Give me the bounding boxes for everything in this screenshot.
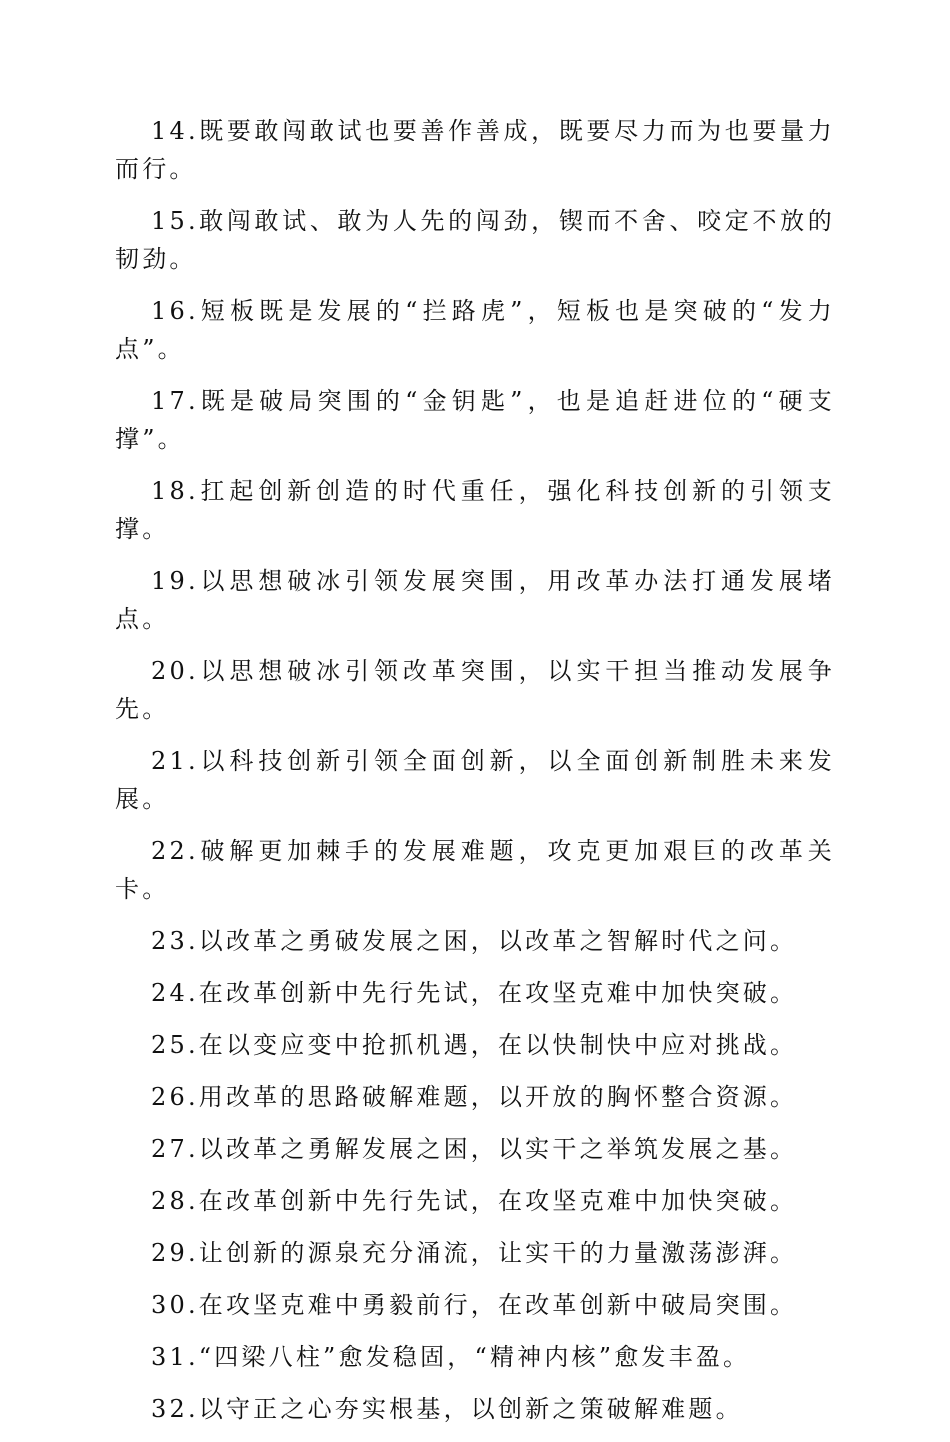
list-item-15: 15.敢闯敢试、敢为人先的闯劲，锲而不舍、咬定不放的韧劲。 xyxy=(115,207,835,273)
list-item-24: 24.在改革创新中先行先试，在攻坚克难中加快突破。 xyxy=(151,979,798,1007)
list-item-19: 19.以思想破冰引领发展突围，用改革办法打通发展堵点。 xyxy=(115,567,835,633)
list-item-18: 18.扛起创新创造的时代重任，强化科技创新的引领支撑。 xyxy=(115,477,835,543)
document-body xyxy=(115,112,835,1442)
list-item-31: 31.“四梁八柱”愈发稳固，“精神内核”愈发丰盈。 xyxy=(151,1343,751,1371)
list-item-30: 30.在攻坚克难中勇毅前行，在改革创新中破局突围。 xyxy=(151,1291,798,1319)
list-item-20: 20.以思想破冰引领改革突围，以实干担当推动发展争先。 xyxy=(115,657,835,723)
list-item-22: 22.破解更加棘手的发展难题，攻克更加艰巨的改革关卡。 xyxy=(115,837,835,903)
list-item-16: 16.短板既是发展的“拦路虎”，短板也是突破的“发力点”。 xyxy=(115,297,835,363)
list-item-17: 17.既是破局突围的“金钥匙”，也是追赶进位的“硬支撑”。 xyxy=(115,387,835,453)
list-item-25: 25.在以变应变中抢抓机遇，在以快制快中应对挑战。 xyxy=(151,1031,798,1059)
list-item-26: 26.用改革的思路破解难题，以开放的胸怀整合资源。 xyxy=(151,1083,798,1111)
list-item-27: 27.以改革之勇解发展之困，以实干之举筑发展之基。 xyxy=(151,1135,798,1163)
list-item-21: 21.以科技创新引领全面创新，以全面创新制胜未来发展。 xyxy=(115,747,835,813)
list-item-28: 28.在改革创新中先行先试，在攻坚克难中加快突破。 xyxy=(151,1187,798,1215)
list-item-14: 14.既要敢闯敢试也要善作善成，既要尽力而为也要量力而行。 xyxy=(115,117,835,183)
list-item-23: 23.以改革之勇破发展之困，以改革之智解时代之问。 xyxy=(151,927,798,955)
list-item-29: 29.让创新的源泉充分涌流，让实干的力量激荡澎湃。 xyxy=(151,1239,798,1267)
list-item-32: 32.以守正之心夯实根基，以创新之策破解难题。 xyxy=(151,1395,743,1423)
